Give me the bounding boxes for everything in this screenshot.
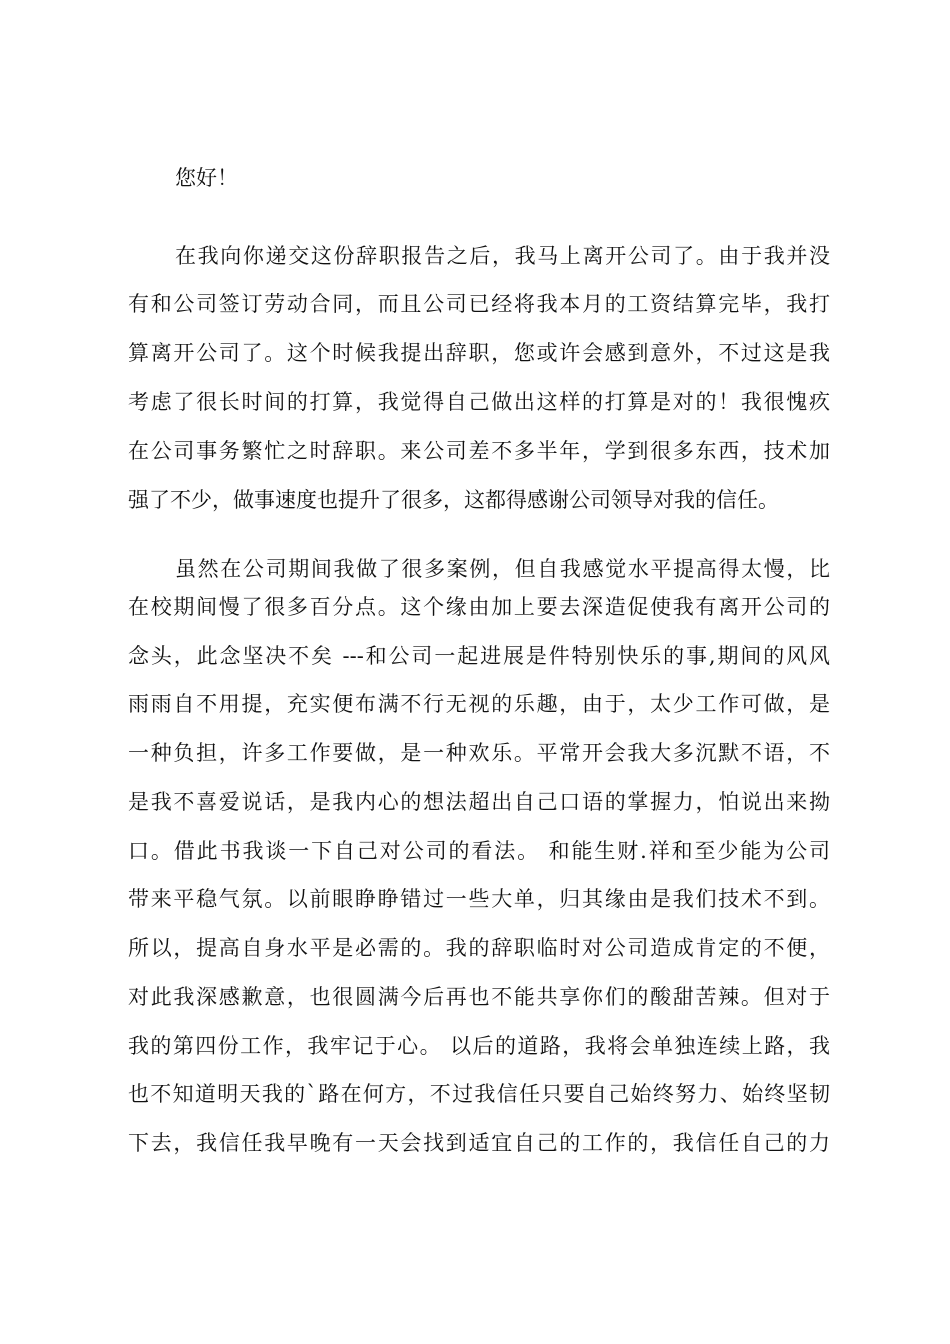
paragraph-1-line: 算离开公司了。这个时候我提出辞职，您或许会感到意外，不过这是我 [128, 341, 830, 365]
paragraph-1-line: 有和公司签订劳动合同，而且公司已经将我本月的工资结算完毕，我打 [128, 292, 830, 316]
paragraph-1-line: 考虑了很长时间的打算，我觉得自己做出这样的打算是对的！我很愧疚 [128, 390, 830, 414]
paragraph-1-line: 强了不少，做事速度也提升了很多，这都得感谢公司领导对我的信任。 [128, 488, 779, 512]
paragraph-2-line: 口。借此书我谈一下自己对公司的看法。 和能生财.祥和至少能为公司 [128, 839, 830, 863]
paragraph-2-line: 我的第四份工作，我牢记于心。 以后的道路，我将会单独连续上路，我 [128, 1034, 830, 1058]
paragraph-2-line: 也不知道明天我的`路在何方，不过我信任只要自己始终努力、始终坚韧 [128, 1082, 830, 1106]
paragraph-2-line: 一种负担，许多工作要做，是一种欢乐。平常开会我大多沉默不语，不 [128, 741, 830, 765]
paragraph-2-line: 所以，提高自身水平是必需的。我的辞职临时对公司造成肯定的不便， [128, 936, 830, 960]
paragraph-2-line: 是我不喜爱说话，是我内心的想法超出自己口语的掌握力，怕说出来拗 [128, 790, 830, 814]
paragraph-2-line: 雨雨自不用提，充实便布满不行无视的乐趣，由于，太少工作可做，是 [128, 692, 830, 716]
paragraph-2-line: 对此我深感歉意，也很圆满今后再也不能共享你们的酸甜苦辣。但对于 [128, 985, 830, 1009]
greeting: 您好！ [175, 166, 238, 190]
paragraph-2-line: 下去，我信任我早晚有一天会找到适宜自己的工作的，我信任自己的力 [128, 1131, 830, 1155]
paragraph-2-line: 在校期间慢了很多百分点。这个缘由加上要去深造促使我有离开公司的 [128, 595, 830, 619]
paragraph-2-line: 念头，此念坚决不矣 ---和公司一起进展是件特别快乐的事,期间的风风 [128, 644, 830, 668]
paragraph-1-line: 在公司事务繁忙之时辞职。来公司差不多半年，学到很多东西，技术加 [128, 439, 830, 463]
paragraph-2-line: 虽然在公司期间我做了很多案例，但自我感觉水平提高得太慢，比 [175, 557, 830, 581]
paragraph-1-line: 在我向你递交这份辞职报告之后，我马上离开公司了。由于我并没 [175, 244, 830, 268]
paragraph-2-line: 带来平稳气氛。以前眼睁睁错过一些大单，归其缘由是我们技术不到。 [128, 887, 830, 911]
